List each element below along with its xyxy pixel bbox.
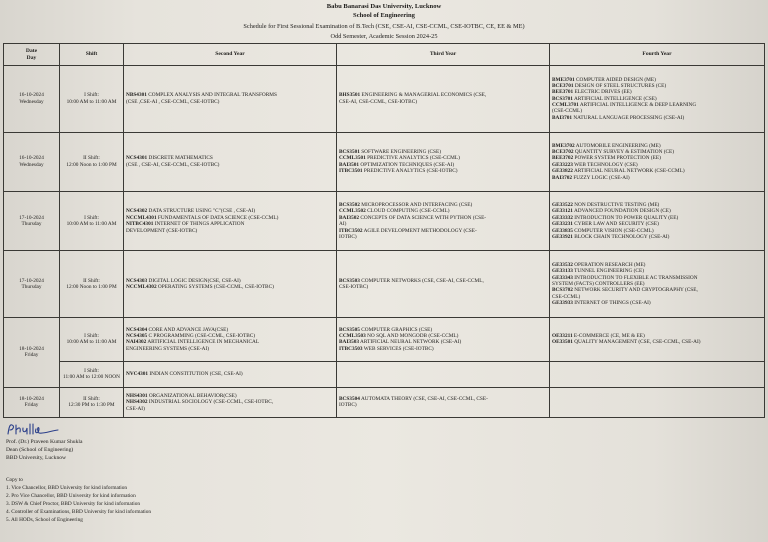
fourth-year-cell [550,192,765,251]
course-title: INTRODUCTION TO POWER QUALITY (EE) [572,214,679,221]
course-code: NHS4302 [126,399,148,406]
course-line [552,300,762,306]
course-title: AUTOMOBILE ENGINEERING (ME) [574,142,661,149]
table-header-row [4,44,765,66]
shift-time: 11:00 AM to 12:00 NOON [63,374,120,381]
dean-signature [6,422,60,437]
course-code: BCS3505 [339,326,360,333]
course-title: COMPLEX ANALYSIS AND INTEGRAL TRANSFORMS [146,92,277,99]
course-code: GE33121 [552,208,573,215]
course-title: ELECTRIC DRIVES (EE) [573,89,632,96]
course-title: AI) [339,221,347,228]
course-title: NATURAL LANGUAGE PROCESSING (CSE-AI) [572,114,685,121]
academic-session: Odd Semester, Academic Session 2024-25 [330,33,438,40]
second-year-cell [124,192,337,251]
course-title: DESIGN OF STEEL STRUCTURES (CE) [573,82,667,89]
second-year-cell [124,387,337,417]
course-code: GE33133 [552,268,573,275]
course-code: CCML3503 [339,333,366,340]
shift-name: II Shift: [83,155,100,162]
course-title: CORE AND ADVANCE JAVA(CSE) [147,326,229,333]
day: Wednesday [19,161,44,168]
shift-cell [60,251,124,318]
course-title: NO SQL AND MONGODB (CSE-CCML) [365,333,459,340]
course-title: E-COMMERCE (CE, ME & EE) [572,333,645,340]
course-code: BCS3502 [339,202,360,209]
course-title: POWER SYSTEM PROTECTION (EE) [573,155,661,162]
course-line [126,99,334,105]
date: 17-10-2024 [19,214,44,221]
course-title: IOTBC) [339,402,357,409]
schedule-body [4,66,765,418]
course-code: NBS4301 [126,92,147,99]
day: Friday [24,402,39,409]
course-title: (CSE ,CSE-AI , CSE-CCML, CSE-IOTBC) [126,98,220,105]
course-title: ENGINEERING & MANAGERIAL ECONOMICS (CSE, [360,92,487,99]
day: Thursday [21,284,42,291]
course-title: ARTIFICIAL NEURAL NETWORK (CSE-CCML) [572,168,685,175]
course-code: ITBC3503 [339,345,363,352]
course-title: CSE-IOTBC) [339,284,369,291]
list-item: 2. Pro Vice Chancellor, BBD University for kind information [6,493,136,499]
course-title: MICROPROCESSOR AND INTERFACING (CSE) [359,202,473,209]
course-line [126,371,334,377]
course-code: NCCML4302 [126,284,157,291]
course-title: ARTIFICIAL NEURAL NETWORK (CSE-AI) [359,339,462,346]
date-cell [4,387,60,417]
column-header-second-year: Second Year [124,44,337,66]
third-year-cell [337,192,550,251]
course-code: BAI3501 [339,161,360,168]
course-title: CSE-AI) [126,405,145,412]
course-code: NAI4302 [126,339,147,346]
exam-schedule-table [3,43,765,418]
copy-to-block [6,476,151,524]
course-title: AUTOMATA THEORY (CSE, CSE-AI, CSE-CCML, CSE- [359,396,488,403]
shift-cell [60,192,124,251]
course-code: NHS4301 [126,392,148,399]
course-line [339,99,547,105]
course-title: OPERATING SYSTEMS (CSE-CCML, CSE-IOTBC) [156,284,274,291]
shift-name: II Shift: [83,277,100,284]
course-title: OPERATION RESEARCH (ME) [572,261,646,268]
second-year-cell [124,318,337,362]
course-title: COMPUTER AIDED DESIGN (ME) [574,76,656,83]
column-header-date-day [4,44,60,66]
course-code: BEE3702 [552,155,574,162]
course-line [126,228,334,234]
column-header-shift: Shift [60,44,124,66]
course-code: BME3702 [552,142,575,149]
list-item: 1. Vice Chancellor, BBD University for kind information [6,485,128,491]
course-code: GE33835 [552,227,573,234]
course-code: BCS3504 [339,396,360,403]
day: Wednesday [19,98,44,105]
fourth-year-cell [550,361,765,387]
schedule-title: Schedule for First Sessional Examination of B.Tech (CSE, CSE-AI, CSE-CCML, CSE-IOTBC, CE, EE & ME) [243,23,525,30]
shift-time: 10:00 AM to 11:00 AM [66,221,117,228]
date-cell [4,251,60,318]
course-title: DISCRETE MATHEMATICS [147,155,213,162]
third-year-cell [337,361,550,387]
table-row [4,66,765,133]
date-cell [4,192,60,251]
course-title: AGILE DEVELOPMENT METHODOLOGY (CSE- [362,227,477,234]
school-name: School of Engineering [353,12,415,19]
course-title: CYBER LAW AND SECURITY (CSE) [572,221,659,228]
day: Thursday [21,221,42,228]
course-code: BAI3702 [552,174,573,181]
course-title: IOTBC) [339,233,357,240]
column-header-third-year: Third Year [337,44,550,66]
course-title: CSE-AI, CSE-CCML, CSE-IOTBC) [339,98,417,105]
signatory-organization: BBD University, Lucknow [6,455,67,461]
shift-cell [60,361,124,387]
course-line [126,162,334,168]
signatory-block [6,438,82,462]
date-cell [4,318,60,388]
course-line [552,115,762,121]
list-item: 3. DSW & Chief Proctor, BBD University for kind information [6,501,141,507]
course-title: C PROGRAMMING (CSE-CCML, CSE-IOTBC) [147,333,256,340]
table-row [4,132,765,191]
table-row [4,361,765,387]
course-title: NETWORK SECURITY AND CRYPTOGRAPHY (CSE, [572,287,698,294]
course-line [552,175,762,181]
column-header-date: Date [25,47,38,54]
fourth-year-cell [550,132,765,191]
shift-time: 12:00 Noon to 1:00 PM [66,161,117,168]
third-year-cell [337,318,550,362]
shift-time: 10:00 AM to 11:00 AM [66,339,117,346]
course-title: INTRODUCTION TO FLEXIBLE AC TRANSMISSION [572,274,698,281]
course-code: BAI3503 [339,339,360,346]
course-title: FUNDAMENTALS OF DATA SCIENCE (CSE-CCML) [156,214,279,221]
course-title: INDUSTRIAL SOCIOLOGY (CSE-CCML, CSE-IOTBC, [147,399,274,406]
course-code: GE33921 [552,233,573,240]
course-code: CCML3701 [552,101,579,108]
date: 17-10-2024 [19,277,44,284]
course-title: DATA STRUCTURE USING "C"(CSE , CSE-AI) [147,208,256,215]
course-code: CCML3501 [339,155,366,162]
shift-time: 10:00 AM to 11:00 AM [66,98,117,105]
fourth-year-cell [550,318,765,362]
course-title: INTERNET OF THINGS APPLICATION [153,221,245,228]
course-line [126,406,334,412]
table-row [4,192,765,251]
list-item: 5. All HODs, School of Engineering [6,517,83,523]
course-line [339,402,547,408]
shift-time: 12:00 Noon to 1:00 PM [66,284,117,291]
date: 16-10-2024 [19,92,44,99]
course-title: ENGINEERING SYSTEMS (CSE-AI) [126,345,209,352]
copy-to-heading: Copy to [6,477,23,483]
second-year-cell [124,132,337,191]
course-code: GE33231 [552,221,573,228]
list-item: 4. Controller of Examinations, BBD University for kind information [6,509,152,515]
course-code: BCE3702 [552,149,574,156]
course-code: NCS4305 [126,333,148,340]
course-title: WEB SERVICES (CSE-IOTBC) [362,345,434,352]
course-title: PREDICTIVE ANALYTICS (CSE-CCML) [365,155,460,162]
course-code: GE33343 [552,274,573,281]
course-title: PREDICTIVE ANALYTICS (CSE-IOTBC) [362,168,458,175]
course-title: ADVANCED FOUNDATION DESIGN (CE) [572,208,671,215]
course-title: ARTIFICIAL INTELLIGENCE (CSE) [572,95,657,102]
course-title: TUNNEL ENGINEERING (CE) [572,268,644,275]
shift-time: 12:30 PM to 1:30 PM [68,402,115,409]
column-header-fourth-year: Fourth Year [550,44,765,66]
shift-name: II Shift: [83,396,100,403]
course-line [339,234,547,240]
shift-cell [60,132,124,191]
course-code: BCS3702 [552,287,573,294]
course-code: BCS3501 [339,149,360,156]
signatory-name: Prof. (Dr.) Praveen Kumar Shukla [6,439,83,445]
course-code: GE33933 [552,300,573,307]
signatory-designation: Dean (School of Engineering) [6,447,74,453]
column-header-day: Day [26,54,37,61]
course-title: COMPUTER GRAPHICS (CSE) [359,326,433,333]
course-code: NCS4301 [126,155,148,162]
course-line [339,346,547,352]
course-code: CCML3502 [339,208,366,215]
third-year-cell [337,251,550,318]
course-code: GE33522 [552,202,573,209]
shift-cell [60,66,124,133]
second-year-cell [124,361,337,387]
table-row [4,318,765,362]
course-code: NVC4301 [126,371,149,378]
course-code: ITBC3501 [339,168,363,175]
course-title: CLOUD COMPUTING (CSE-CCML) [365,208,450,215]
shift-name: I Shift: [84,367,99,374]
course-title: ARTIFICIAL INTELLIGENCE & DEEP LEARNING [578,101,697,108]
course-code: BAI3502 [339,214,360,221]
course-code: OE33211 [552,333,573,340]
date: 18-10-2024 [19,346,44,353]
course-code: GE33532 [552,261,573,268]
university-name: Babu Banarasi Das University, Lucknow [326,3,442,10]
course-title: BLOCK CHAIN TECHNOLOGY (CSE-AI) [572,233,670,240]
course-title: OPTIMIZATION TECHNIQUES (CSE-AI) [359,161,455,168]
course-title: (CSE-CCML) [552,108,583,115]
course-title: ORGANIZATIONAL BEHAVIOR(CSE) [147,392,237,399]
course-code: GE33822 [552,168,573,175]
fourth-year-cell [550,251,765,318]
course-code: NITBC4301 [126,221,154,228]
course-code: GE33332 [552,214,573,221]
course-title: INTERNET OF THINGS (CSE-AI) [572,300,651,307]
course-line [126,284,334,290]
course-code: NCS4304 [126,326,148,333]
date: 16-10-2024 [19,155,44,162]
third-year-cell [337,132,550,191]
course-title: SOFTWARE ENGINEERING (CSE) [359,149,441,156]
course-code: BCS3503 [339,277,360,284]
course-code: BAI3701 [552,114,573,121]
course-title: WEB TECHNOLOGY (CSE) [572,161,638,168]
course-code: BCE3701 [552,82,574,89]
course-code: NCCML4301 [126,214,157,221]
course-line [552,234,762,240]
course-title: QUANTITY SURVEY & ESTIMATION (CE) [573,149,675,156]
course-code: ITBC3502 [339,227,363,234]
course-line [552,339,762,345]
course-line [339,284,547,290]
course-title: QUALITY MANAGEMENT (CSE, CSE-CCML, CSE-AI) [572,339,701,346]
course-code: BEE3701 [552,89,574,96]
course-title: CONCEPTS OF DATA SCIENCE WITH PYTHON (CSE- [359,214,487,221]
course-title: INDIAN CONSTITUTION (CSE, CSE-AI) [148,371,243,378]
third-year-cell [337,66,550,133]
second-year-cell [124,251,337,318]
course-line [339,168,547,174]
shift-name: I Shift: [84,333,99,340]
course-title: CSE-CCML) [552,293,581,300]
course-code: GE33223 [552,161,573,168]
course-title: DIGITAL LOGIC DESIGN(CSE, CSE-AI) [147,277,241,284]
table-row [4,387,765,417]
shift-cell [60,318,124,362]
course-title: NON DESTRUCTIVE TESTING (ME) [572,202,660,209]
course-code: NCS4302 [126,208,148,215]
course-title: FUZZY LOGIC (CSE-AI) [572,174,630,181]
course-code: BME3701 [552,76,575,83]
date: 18-10-2024 [19,396,44,403]
course-title: SYSTEM (FACTS) CONTROLLERS (EE) [552,281,645,287]
shift-cell [60,387,124,417]
shift-name: I Shift: [84,92,99,99]
fourth-year-cell [550,66,765,133]
date-cell [4,66,60,133]
table-row [4,251,765,318]
course-title: COMPUTER VISION (CSE-CCML) [572,227,654,234]
fourth-year-cell [550,387,765,417]
course-code: BHS3501 [339,92,361,99]
third-year-cell [337,387,550,417]
course-title: DEVELOPMENT (CSE-IOTBC) [126,227,198,234]
course-code: OE33501 [552,339,573,346]
date-cell [4,132,60,191]
course-title: ARTIFICIAL INTELLIGENCE IN MECHANICAL [146,339,260,346]
course-title: (CSE , CSE-AI, CSE-CCML, CSE-IOTBC) [126,161,220,168]
course-code: BCS3701 [552,95,573,102]
second-year-cell [124,66,337,133]
shift-name: I Shift: [84,214,99,221]
day: Friday [24,352,39,359]
course-title: COMPUTER NETWORKS (CSE, CSE-AI, CSE-CCML, [359,277,484,284]
course-code: NCS4303 [126,277,148,284]
course-line [126,346,334,352]
